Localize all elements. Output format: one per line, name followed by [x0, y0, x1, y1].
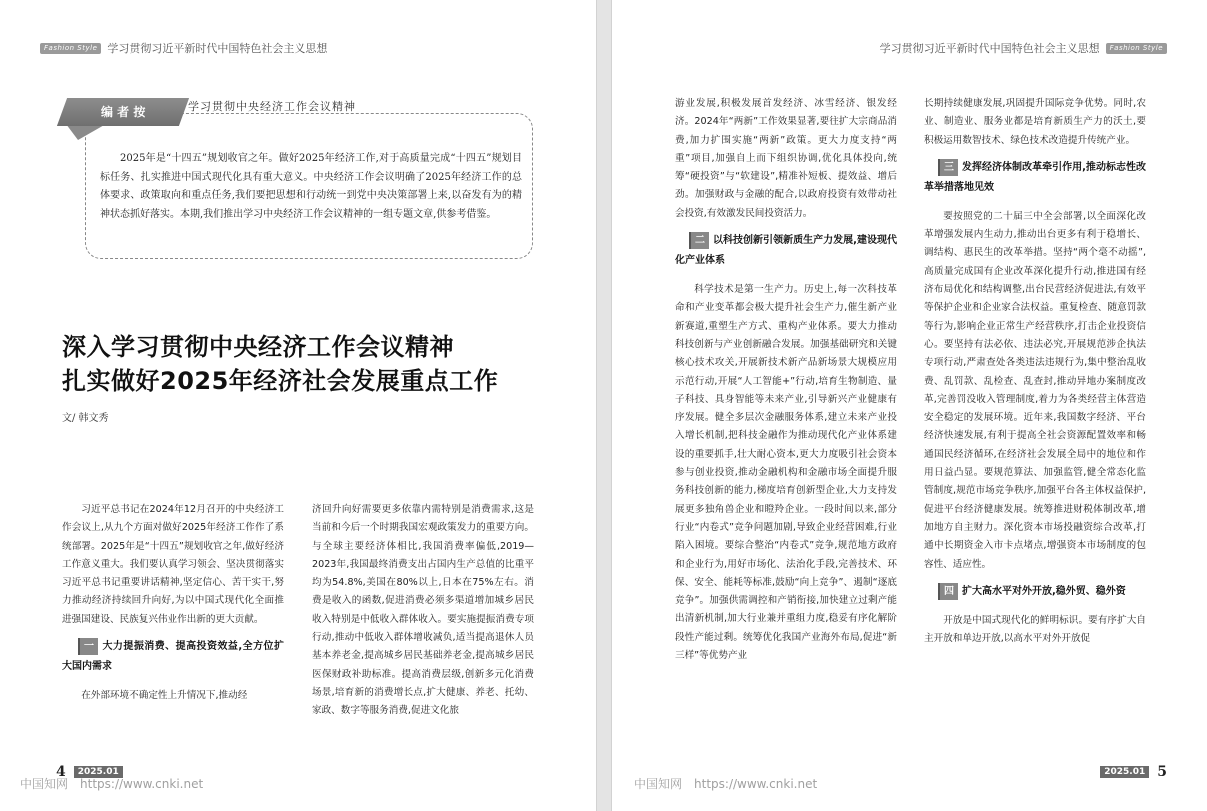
paragraph: 要按照党的二十届三中全会部署,以全面深化改革增强发展内生动力,推动出台更多有利于稳增长、调结构、惠民生的改革举措。坚持“两个毫不动摇”,高质量完成国有企业改革深化提升行动,推进国有经济布局优化和结构调整,出台民营经济促进法,有效平等保护企业和企业家合法权益。重复检查、随意罚款等行为,影响企业正常生产经营秩序,打击企业投资信心。要坚持有法必依、违法必究,开展规范涉企执法专项行动,严肃查处各类违法违规行为,集中整治乱收费、乱罚款、乱检查、乱查封,推动异地办案制度改革,完善罚没收入管理制度,着力为各类经营主体营造安全稳定的发展环境。近年来,我国数字经济、平台经济快速发展,有利于提高全社会资源配置效率和畅通国民经济循环,在经济社会发展全局中的地位和作用日益凸显。要规范算法、加强监管,健全常态化监管制度,规范市场竞争秩序,加强平台各主体权益保护,促进平台经济健康发展。统筹推进财税体制改革,增加地方自主财力。深化资本市场投融资综合改革,打通中长期资金入市卡点堵点,增强资本市场制度的包容性、适应性。	[924, 210, 1146, 570]
running-head-title: 学习贯彻习近平新时代中国特色社会主义思想	[879, 42, 1100, 55]
column-3	[675, 95, 897, 665]
section-heading-2	[675, 231, 897, 271]
article-title	[62, 330, 498, 398]
cnki-watermark	[20, 775, 203, 792]
paragraph: 科学技术是第一生产力。历史上,每一次科技革命和产业变革都会极大提升社会生产力,催生新产业新赛道,重塑生产方式、重构产业体系。要大力推动科技创新与产业创新融合发展。加强基础研究和关键核心技术攻关,开展新技术新产品新场景大规模应用示范行动,开展“人工智能+”行动,培育生物制造、量子科技、具身智能等未来产业,引导新兴产业健康有序发展。健全多层次金融服务体系,建立未来产业投入增长机制,把科技金融作为推动现代化产业体系建设的重要抓手,壮大耐心资本,更大力度吸引社会资本参与创业投资,推动金融机构和金融市场全面提升服务科技创新的能力,梯度培育创新型企业,大力支持发展更多独角兽企业和瞪羚企业。一段时间以来,部分行业“内卷式”竞争问题加剧,导致企业经营困难,行业陷入困境。要综合整治“内卷式”竞争,规范地方政府和企业行为,用好市场化、法治化手段,完善技术、环保、安全、能耗等标准,鼓励“向上竞争”、遏制“逐底竞争”。加强供需调控和产销衔接,加快建立过剩产能出清新机制,加大行业兼并重组力度,稳妥有序化解阶段性产能过剩。统筹优化我国产业海外布局,促进“新三样”等优势产业	[675, 284, 897, 662]
right-page	[612, 0, 1207, 811]
paragraph: 开放是中国式现代化的鲜明标识。要有序扩大自主开放和单边开放,以高水平对外开放促	[924, 614, 1146, 645]
section-title: 以科技创新引领新质生产力发展,建设现代化产业体系	[675, 235, 897, 267]
section-heading-1	[62, 637, 284, 677]
paragraph: 游业发展,积极发展首发经济、冰雪经济、银发经济。2024年“两新”工作效果显著,要往扩大宗商品消费,加力扩围实施“两新”政策。更大力度支持“两重”项目,加强自上而下组织协调,优化具体投向,统筹“硬投资”与“软建设”,精准补短板、提效益、增后劲。加强财政与金融的配合,以政府投资有效带动社会投资,有效激发民间投资活力。	[675, 98, 897, 219]
section-title: 发挥经济体制改革牵引作用,推动标志性改革举措落地见效	[924, 161, 1146, 193]
section-heading-4	[924, 582, 1146, 602]
watermark-url: https://www.cnki.net	[694, 776, 818, 791]
title-line-2: 扎实做好2025年经济社会发展重点工作	[62, 367, 499, 395]
paragraph: 济回升向好需要更多依靠内需特别是消费需求,这是当前和今后一个时期我国宏观政策发力的重要方向。与全球主要经济体相比,我国消费率偏低,2019—2023年,我国最终消费支出占国内生产总值的比重平均为54.8%,美国在80%以上,日本在75%左右。消费是收入的函数,促进消费必须多渠道增加城乡居民收入特别是中低收入群体收入。要实施提振消费专项行动,推动中低收入群体增收减负,适当提高退休人员基本养老金,提高城乡居民基础养老金,提高城乡居民医保财政补助标准。提高消费层级,创新多元化消费场景,培育新的消费增长点,扩大健康、养老、托幼、家政、数字等服务消费,促进文化旅	[312, 504, 534, 717]
cnki-watermark	[634, 775, 817, 792]
section-number: 四	[938, 583, 958, 600]
editor-note-body: 2025年是“十四五”规划收官之年。做好2025年经济工作,对于高质量完成“十四五”规划目标任务、扎实推进中国式现代化具有重大意义。中央经济工作会议明确了2025年经济工作的总体要求、政策取向和重点任务,我们要把思想和行动统一到党中央决策部署上来,以奋发有为的精神状态抓好落实。本期,我们推出学习中央经济工作会议精神的一组专题文章,供参考借鉴。	[100, 153, 522, 220]
page-number: 4	[56, 764, 66, 780]
paragraph: 习近平总书记在2024年12月召开的中央经济工作会议上,从九个方面对做好2025年经济工作作了系统部署。2025年是“十四五”规划收官之年,做好经济工作意义重大。我们要认真学习领会、坚决贯彻落实习近平总书记重要讲话精神,坚定信心、苦干实干,努力推动经济持续回升向好,为以中国式现代化全面推进强国建设、民族复兴伟业作出新的更大贡献。	[62, 504, 284, 625]
section-heading-3	[924, 158, 1146, 198]
section-title: 扩大高水平对外开放,稳外贸、稳外资	[962, 585, 1126, 597]
column-2	[312, 501, 534, 721]
left-running-head	[40, 40, 327, 56]
watermark-site: 中国知网	[20, 777, 69, 791]
editor-note-subtitle: 学习贯彻中央经济工作会议精神	[188, 100, 356, 113]
page-gutter	[596, 0, 612, 811]
column-1	[62, 501, 284, 705]
issue-date: 2025.01	[74, 766, 123, 778]
title-line-1: 深入学习贯彻中央经济工作会议精神	[62, 333, 454, 361]
column-4	[924, 95, 1146, 648]
left-page	[0, 0, 596, 811]
paragraph: 长期持续健康发展,巩固提升国际竞争优势。同时,农业、制造业、服务业都是培育新质生产力的沃土,要积极运用数智技术、绿色技术改造提升传统产业。	[924, 98, 1146, 146]
section-number: 二	[689, 232, 709, 249]
right-running-head	[880, 40, 1167, 56]
section-title: 大力提振消费、提高投资效益,全方位扩大国内需求	[62, 641, 284, 673]
right-folio	[1100, 764, 1167, 780]
issue-date: 2025.01	[1100, 766, 1149, 778]
magazine-logo: Fashion Style	[40, 43, 101, 54]
paragraph: 在外部环境不确定性上升情况下,推动经	[81, 690, 248, 702]
section-number: 三	[938, 159, 958, 176]
magazine-logo: Fashion Style	[1106, 43, 1167, 54]
page-number: 5	[1157, 764, 1167, 780]
watermark-url: https://www.cnki.net	[80, 776, 204, 791]
watermark-site: 中国知网	[634, 777, 683, 791]
running-head-title: 学习贯彻习近平新时代中国特色社会主义思想	[107, 42, 328, 55]
author-byline: 文/ 韩文秀	[62, 413, 109, 424]
section-number: 一	[78, 638, 98, 655]
editor-note-tag: 编 者 按	[57, 98, 189, 126]
